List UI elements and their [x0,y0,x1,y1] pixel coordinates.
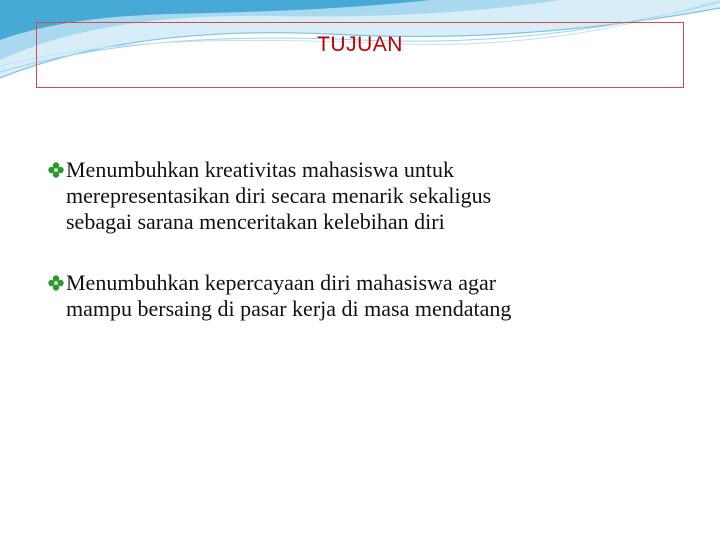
bullet-text: Menumbuhkan kepercayaan diri mahasiswa agar mampu bersaing di pasar kerja di masa mendatang [66,270,512,321]
bullet-text: Menumbuhkan kreativitas mahasiswa untuk merepresentasikan diri secara menarik sekaligus sebagai sarana menceritakan kelebihan diri [66,157,492,234]
bullet-item [48,157,688,235]
diamond-bullet-icon [48,275,64,291]
slide-title: TUJUAN [317,33,403,56]
bullet-list [48,157,688,322]
bullet-item [48,270,688,322]
diamond-bullet-icon [48,162,64,178]
